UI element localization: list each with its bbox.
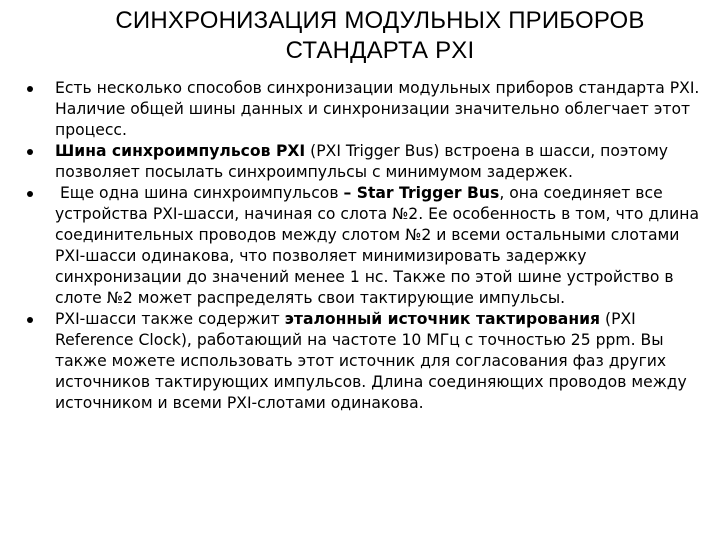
- bullet-bold-term: – Star Trigger Bus: [343, 184, 500, 202]
- bullet-item-1: [0, 78, 720, 141]
- bullet-dot-icon: [25, 309, 35, 330]
- slide-title-line-1: СИНХРОНИЗАЦИЯ МОДУЛЬНЫХ ПРИБОРОВ: [115, 7, 645, 34]
- bullet-text: (PXI Trigger Bus) встроена в шасси, поэтому позволяет посылать синхроимпульсы с минимумом задержек.: [55, 142, 669, 181]
- bullet-item-2: [0, 141, 720, 183]
- bullet-text: (PXI Reference Clock), работающий на частоте 10 МГц с точностью 25 ppm. Вы также можете использовать этот источник для согласования фаз других источников тактирующих импульсов. Длина соединяющих проводов между источником и всеми PXI-слотами одинакова.: [55, 310, 687, 412]
- bullet-bold-term: Шина синхроимпульсов PXI: [55, 142, 306, 160]
- bullet-dot-icon: [25, 141, 35, 162]
- bullet-lead-text: PXI-шасси также содержит: [55, 310, 285, 328]
- bullet-lead-text: Еще одна шина синхроимпульсов: [55, 184, 344, 202]
- bullet-text: Есть несколько способов синхронизации модульных приборов стандарта PXI. Наличие общей шины данных и синхронизации значительно облегчает этот процесс.: [55, 79, 700, 139]
- bullet-item-4: [0, 309, 720, 414]
- bullet-list: [0, 78, 720, 414]
- bullet-dot-icon: [25, 183, 35, 204]
- slide-title-line-2: СТАНДАРТА PXI: [285, 37, 475, 64]
- slide-title: [30, 6, 720, 66]
- bullet-item-3: [0, 183, 720, 309]
- bullet-dot-icon: [25, 78, 35, 99]
- bullet-text: , она соединяет все устройства PXI-шасси, начиная со слота №2. Ее особенность в том, что длина соединительных проводов между слотом №2 и всеми остальными слотами PXI-шасси одинакова, что позволяет минимизировать задержку синхронизации до значений менее 1 нс. Также по этой шине устройство в слоте №2 может распределять свои тактирующие импульсы.: [55, 184, 700, 307]
- bullet-bold-term: эталонный источник тактирования: [284, 310, 601, 328]
